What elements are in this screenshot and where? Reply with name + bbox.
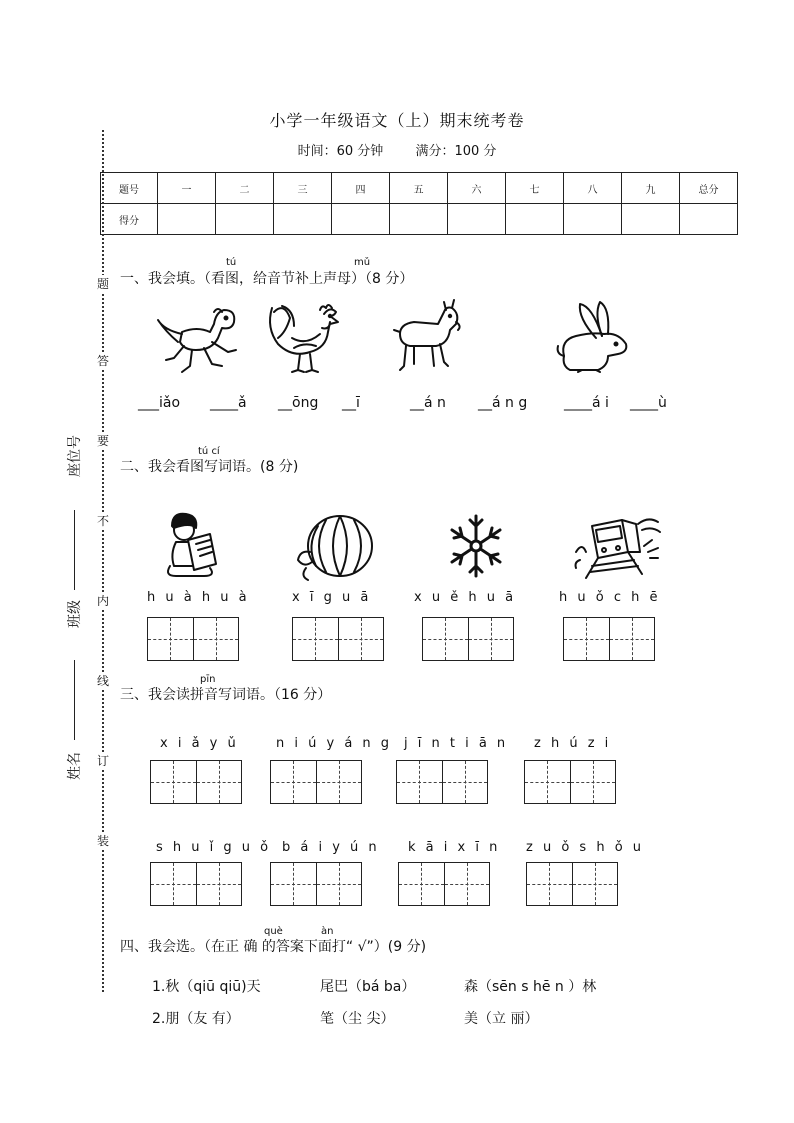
exam-score: 满分：100 分	[415, 144, 497, 159]
score-input-cell[interactable]	[448, 204, 506, 235]
rabbit-icon	[552, 300, 632, 376]
exam-time: 时间：60 分钟	[297, 144, 384, 159]
pinyin-annotation: tú cí	[198, 446, 220, 457]
choice-item[interactable]: 森（sēn s hē n ）林	[464, 979, 597, 995]
section3-title: 三、我会读拼音写词语。（16 分）	[120, 687, 332, 703]
score-cell: 八	[564, 173, 622, 204]
watermelon-icon	[296, 512, 376, 582]
score-cell: 总分	[680, 173, 738, 204]
score-input-cell[interactable]	[216, 204, 274, 235]
writing-grid[interactable]	[270, 862, 362, 906]
pinyin-annotation: pīn	[200, 674, 216, 685]
pinyin-blank[interactable]: __á n	[410, 395, 446, 411]
choice-item[interactable]: 1.秋（qiū qiū)天	[152, 979, 261, 995]
score-table	[100, 172, 738, 235]
pinyin-word: x u ě h u ā	[414, 590, 517, 605]
exam-info	[0, 140, 794, 159]
page-title: 小学一年级语文（上）期末统考卷	[269, 111, 525, 130]
score-input-cell[interactable]	[680, 204, 738, 235]
goat-icon	[390, 300, 466, 378]
score-cell: 三	[274, 173, 332, 204]
pinyin-annotation: tú	[226, 257, 237, 268]
writing-grid[interactable]	[147, 617, 239, 661]
score-cell: 六	[448, 173, 506, 204]
pinyin-blank[interactable]: ___iǎo	[138, 395, 181, 411]
binding-char: 不	[96, 514, 109, 528]
train-icon	[572, 512, 662, 582]
choice-item[interactable]: 尾巴（bá ba）	[320, 979, 416, 995]
pinyin-blank[interactable]: ____á i	[564, 395, 609, 411]
score-input-cell[interactable]	[332, 204, 390, 235]
binding-char: 线	[96, 674, 109, 688]
snowflake-icon	[448, 512, 504, 580]
pinyin-annotation: què	[264, 926, 283, 937]
seat-label: 座位号	[67, 435, 83, 477]
writing-grid[interactable]	[524, 760, 616, 804]
section4-title: 四、我会选。（在正 确 的答案下面打“ √”）(9 分)	[120, 939, 427, 955]
binding-char: 装	[96, 834, 109, 848]
score-input-cell[interactable]	[506, 204, 564, 235]
class-write-line[interactable]	[74, 660, 75, 740]
score-cell: 七	[506, 173, 564, 204]
score-input-cell[interactable]	[390, 204, 448, 235]
score-table-header-row	[101, 173, 738, 204]
pinyin-blank[interactable]: __á n g	[478, 395, 528, 411]
pinyin-word: h u ǒ c h ē	[559, 590, 661, 605]
binding-char: 要	[96, 434, 109, 448]
score-cell: 一	[158, 173, 216, 204]
score-cell: 五	[390, 173, 448, 204]
pinyin-word: b á i y ú n	[282, 840, 380, 855]
score-input-cell[interactable]	[564, 204, 622, 235]
pinyin-word: z u ǒ s h ǒ u	[526, 840, 645, 855]
writing-grid[interactable]	[396, 760, 488, 804]
pinyin-blank[interactable]: __ōng	[278, 395, 319, 411]
rooster-icon	[264, 298, 344, 378]
score-input-cell[interactable]	[274, 204, 332, 235]
binding-char: 答	[96, 354, 109, 368]
binding-dotted-line	[102, 130, 104, 992]
score-cell: 题号	[101, 173, 158, 204]
score-cell: 四	[332, 173, 390, 204]
choice-item[interactable]: 笔（尘 尖）	[320, 1011, 395, 1027]
writing-grid[interactable]	[150, 862, 242, 906]
writing-grid[interactable]	[422, 617, 514, 661]
seat-write-line[interactable]	[74, 510, 75, 590]
writing-grid[interactable]	[150, 760, 242, 804]
score-cell: 二	[216, 173, 274, 204]
binding-char: 内	[96, 594, 109, 608]
section2-title: 二、我会看图写词语。(8 分)	[120, 459, 299, 475]
choice-item[interactable]: 2.朋（友 有）	[152, 1011, 240, 1027]
boy-drawing-icon	[160, 510, 220, 580]
pinyin-word: x i ǎ y ǔ	[160, 736, 239, 751]
pinyin-annotation: àn	[321, 926, 334, 937]
score-cell: 得分	[101, 204, 158, 235]
writing-grid[interactable]	[270, 760, 362, 804]
pinyin-word: k ā i x ī n	[408, 840, 501, 855]
score-input-cell[interactable]	[158, 204, 216, 235]
pinyin-blank[interactable]: ____ù	[630, 395, 667, 411]
pinyin-word: s h u ǐ g u ǒ	[156, 840, 272, 855]
writing-grid[interactable]	[398, 862, 490, 906]
pinyin-word: x ī g u ā	[292, 590, 372, 605]
score-cell: 九	[622, 173, 680, 204]
class-label: 班级	[67, 600, 83, 628]
horse-icon	[152, 302, 242, 378]
writing-grid[interactable]	[563, 617, 655, 661]
binding-char: 题	[96, 277, 109, 291]
pinyin-annotation: mǔ	[354, 257, 371, 268]
pinyin-blank[interactable]: ____ǎ	[210, 395, 247, 411]
binding-char: 订	[96, 754, 109, 768]
pinyin-word: z h ú z i	[534, 736, 612, 751]
writing-grid[interactable]	[292, 617, 384, 661]
section1-title: 一、我会填。（看图，给音节补上声母）（8 分）	[120, 271, 414, 287]
name-label: 姓名	[67, 752, 83, 780]
pinyin-blank[interactable]: __ī	[342, 395, 360, 411]
score-table-score-row	[101, 204, 738, 235]
pinyin-word: h u à h u à	[147, 590, 250, 605]
pinyin-word: j ī n t i ā n	[404, 736, 509, 751]
choice-item[interactable]: 美（立 丽）	[464, 1011, 539, 1027]
pinyin-word: n i ú y á n g	[276, 736, 393, 751]
score-input-cell[interactable]	[622, 204, 680, 235]
writing-grid[interactable]	[526, 862, 618, 906]
